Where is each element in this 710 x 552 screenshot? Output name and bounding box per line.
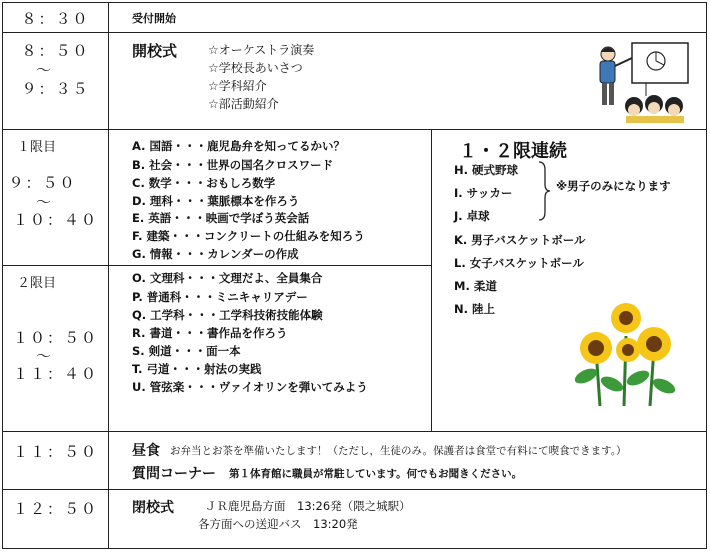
period2-item-u: U. 管弦楽・・・ヴァイオリンを弾いてみよう bbox=[132, 380, 368, 394]
period1-time-start: ９：５０ bbox=[8, 174, 77, 192]
period1-item-c: C. 数学・・・おもしろ数学 bbox=[132, 176, 276, 190]
continuous-item-j: J. 卓球 bbox=[454, 209, 490, 223]
period2-time-start: １０：５０ bbox=[12, 329, 98, 347]
period1-item-f: F. 建築・・・コンクリートの仕組みを知ろう bbox=[132, 229, 365, 243]
closing-train: ＪＲ鹿児島方面 13:26発（隈之城駅） bbox=[205, 499, 411, 513]
reception-label: 受付開始 bbox=[132, 12, 176, 25]
period2-item-t: T. 弓道・・・射法の実践 bbox=[132, 362, 262, 376]
period2-item-s: S. 剣道・・・面一本 bbox=[132, 344, 241, 358]
opening-program-4: ☆部活動紹介 bbox=[208, 97, 279, 111]
period1-label: １限目 bbox=[17, 140, 57, 155]
period2-label: ２限目 bbox=[17, 276, 57, 291]
period1-time-end: １０：４０ bbox=[12, 211, 98, 229]
period2-tilde: 〜 bbox=[35, 347, 53, 365]
teacher-presentation-icon bbox=[588, 40, 692, 124]
divider bbox=[2, 265, 432, 266]
opening-tilde: 〜 bbox=[35, 61, 53, 79]
lunch-title: 昼食 bbox=[132, 443, 160, 459]
continuous-item-i: I. サッカー bbox=[454, 186, 513, 200]
continuous-item-n: N. 陸上 bbox=[454, 302, 495, 316]
opening-time-start: ８：５０ bbox=[21, 42, 90, 60]
continuous-item-k: K. 男子バスケットボール bbox=[454, 233, 586, 247]
continuous-item-m: M. 柔道 bbox=[454, 279, 497, 293]
period1-item-a: A. 国語・・・鹿児島弁を知ってるかい？ bbox=[132, 139, 345, 153]
period2-item-q: Q. 工学科・・・工学科技術技能体験 bbox=[132, 308, 323, 322]
period2-time-end: １１：４０ bbox=[12, 365, 98, 383]
continuous-item-h: H. 硬式野球 bbox=[454, 163, 518, 177]
qa-text: 第１体育館に職員が常駐しています。何でもお聞きください。 bbox=[229, 468, 523, 480]
closing-time: １２：５０ bbox=[12, 500, 98, 518]
period1-item-e: E. 英語・・・映画で学ぼう英会話 bbox=[132, 211, 310, 225]
closing-bus: 各方面への送迎バス 13:20発 bbox=[198, 517, 358, 531]
period2-item-p: P. 普通科・・・ミニキャリアデー bbox=[132, 290, 308, 304]
lunch-text: お弁当とお茶を準備いたします！（ただし，生徒のみ。保護者は食堂で有料にて喫食できます。） bbox=[170, 445, 627, 457]
divider bbox=[108, 2, 109, 549]
period1-item-d: D. 理科・・・葉脈標本を作ろう bbox=[132, 194, 300, 208]
brace-icon bbox=[537, 160, 551, 222]
qa-title: 質問コーナー bbox=[132, 466, 216, 482]
closing-title: 閉校式 bbox=[132, 500, 174, 516]
period2-item-o: O. 文理科・・・文理だよ、全員集合 bbox=[132, 271, 323, 285]
opening-program-1: ☆オーケストラ演奏 bbox=[208, 43, 315, 57]
period1-item-b: B. 社会・・・世界の国名クロスワード bbox=[132, 158, 334, 172]
opening-time-end: ９：３５ bbox=[21, 80, 90, 98]
period2-item-r: R. 書道・・・書作品を作ろう bbox=[132, 326, 288, 340]
period1-tilde: 〜 bbox=[35, 193, 53, 211]
lunch-time: １１：５０ bbox=[12, 443, 98, 461]
continuous-title: １・２限連続 bbox=[459, 141, 567, 162]
divider bbox=[431, 129, 432, 431]
reception-time: ８：３０ bbox=[21, 10, 90, 28]
opening-title: 開校式 bbox=[132, 42, 178, 60]
boys-only-note: ※男子のみになります bbox=[556, 179, 671, 193]
sunflower-icon bbox=[566, 298, 682, 406]
opening-program-3: ☆学科紹介 bbox=[208, 79, 267, 93]
period1-item-g: G. 情報・・・カレンダーの作成 bbox=[132, 247, 299, 261]
continuous-item-l: L. 女子バスケットボール bbox=[454, 256, 584, 270]
opening-program-2: ☆学校長あいさつ bbox=[208, 61, 303, 75]
